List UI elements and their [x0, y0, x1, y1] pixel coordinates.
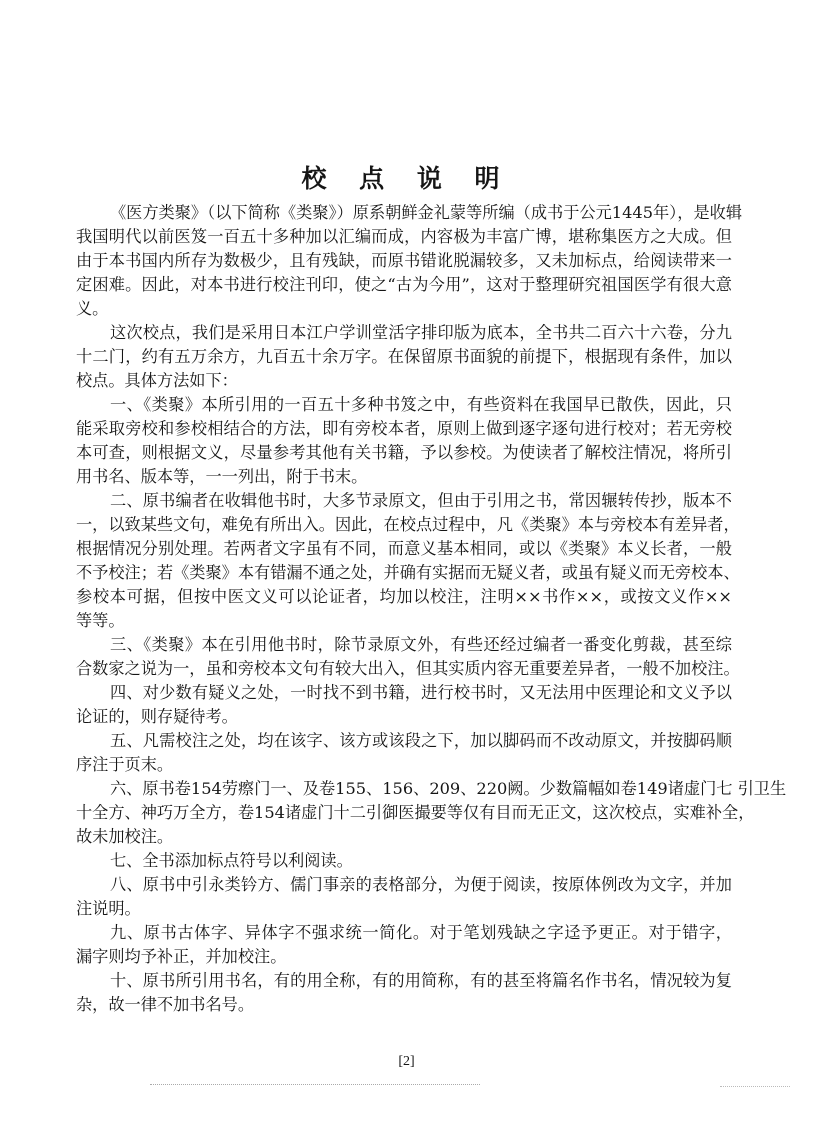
text-line: 本可查，则根据文义，尽量参考其他有关书籍，予以参校。为使读者了解校注情况，将所引 [76, 443, 732, 462]
text-line: 六、原书卷154劳瘵门一、及卷155、156、209、220阙。少数篇幅如卷149诸虚门七 引卫生 [110, 779, 787, 798]
text-line: 我国明代以前医笈一百五十多种加以汇编而成，内容极为丰富广博，堪称集医方之大成。但 [76, 227, 732, 246]
text-line: 三、《类聚》本在引用他书时，除节录原文外，有些还经过编者一番变化剪裁，甚至综 [110, 635, 732, 654]
text-line: 二、原书编者在收辑他书时，大多节录原文，但由于引用之书，常因辗转传抄，版本不 [110, 491, 732, 510]
text-line: 这次校点，我们是采用日本江户学训堂活字排印版为底本，全书共二百六十六卷，分九 [110, 323, 732, 342]
scan-artifact-line [150, 1084, 480, 1085]
text-line: 一，以致某些文句，难免有所出入。因此，在校点过程中，凡《类聚》本与旁校本有差异者， [76, 515, 740, 534]
text-line: 《医方类聚》（以下简称《类聚》）原系朝鲜金礼蒙等所编（成书于公元1445年），是收辑 [110, 203, 743, 222]
text-line: 能采取旁校和参校相结合的方法，即有旁校本者，原则上做到逐字逐句进行校对；若无旁校 [76, 419, 732, 438]
text-line: 故未加校注。 [76, 827, 174, 846]
text-line: 合数家之说为一，虽和旁校本文句有较大出入，但其实质内容无重要差异者，一般不加校注。 [76, 659, 740, 678]
text-line: 校点。具体方法如下： [76, 371, 238, 390]
text-line: 用书名、版本等，一一列出，附于书末。 [76, 467, 368, 486]
text-line: 注说明。 [76, 899, 141, 918]
text-line: 五、凡需校注之处，均在该字、该方或该段之下，加以脚码而不改动原文，并按脚码顺 [110, 731, 732, 750]
text-line: 参校本可据，但按中医文义可以论证者，均加以校注，注明××书作××，或按文义作×× [76, 587, 732, 606]
text-line: 义。 [76, 299, 109, 318]
text-line: 九、原书古体字、异体字不强求统一简化。对于笔划残缺之字迳予更正。对于错字， [110, 923, 732, 942]
text-line: 定困难。因此，对本书进行校注刊印，使之“古为今用”，这对于整理研究祖国医学有很大意 [76, 275, 732, 294]
scan-artifact-line [720, 1086, 790, 1087]
text-line: 不予校注；若《类聚》本有错漏不通之处，并确有实据而无疑义者，或虽有疑义而无旁校本、 [76, 563, 740, 582]
text-line: 十全方、神巧万全方，卷154诸虚门十二引御医撮要等仅有目而无正文，这次校点，实难补全， [76, 803, 755, 822]
text-line: 七、全书添加标点符号以利阅读。 [110, 851, 353, 870]
text-line: 等等。 [76, 611, 125, 630]
text-line: 十二门，约有五万余方，九百五十余万字。在保留原书面貌的前提下，根据现有条件，加以 [76, 347, 732, 366]
text-line: 一、《类聚》本所引用的一百五十多种书笈之中，有些资料在我国早已散佚，因此，只 [110, 395, 732, 414]
text-line: 漏字则均予补正，并加校注。 [76, 947, 287, 966]
text-line: 十、原书所引用书名，有的用全称，有的用简称，有的甚至将篇名作书名，情况较为复 [110, 971, 732, 990]
text-line: 由于本书国内所存为数极少，且有残缺，而原书错讹脱漏较多，又未加标点，给阅读带来一 [76, 251, 732, 270]
text-line: 四、对少数有疑义之处，一时找不到书籍，进行校书时，又无法用中医理论和文义予以 [110, 683, 732, 702]
text-line: 八、原书中引永类钤方、儒门事亲的表格部分，为便于阅读，按原体例改为文字，并加 [110, 875, 732, 894]
text-line: 序注于页末。 [76, 755, 174, 774]
document-body [76, 201, 787, 1017]
page-title: 校 点 说 明 [301, 164, 512, 193]
page-number: [2] [398, 1054, 415, 1069]
text-line: 根据情况分别处理。若两者文字虽有不同，而意义基本相同，或以《类聚》本义长者，一般 [76, 539, 732, 558]
text-line: 杂，故一律不加书名号。 [76, 995, 255, 1014]
text-line: 论证的，则存疑待考。 [76, 707, 238, 726]
